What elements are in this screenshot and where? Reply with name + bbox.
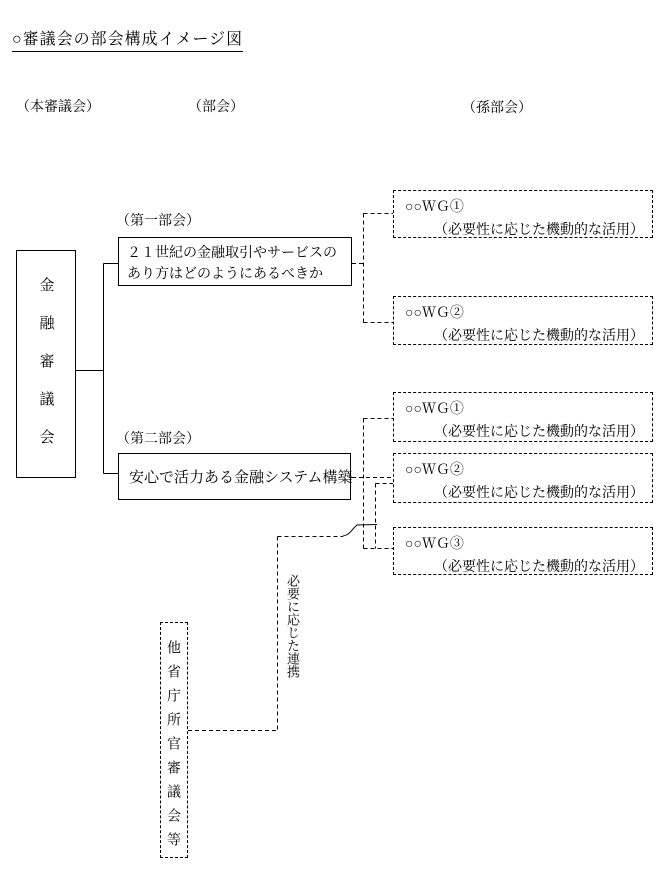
wg-note: （必要性に応じた機動的な活用） <box>434 484 644 500</box>
main-council-box <box>16 250 76 478</box>
main-council-name: 金融審議会 <box>37 277 55 467</box>
column-header-main-council: （本審議会） <box>16 98 100 114</box>
wg-name: ○○ＷＧ② <box>405 304 464 320</box>
subcommittee1-name-line2: あり方はどのようにあるべきか <box>127 265 323 281</box>
wg-name: ○○ＷＧ③ <box>405 535 464 551</box>
column-header-subcommittee: （部会） <box>188 98 244 114</box>
subcommittee1-box <box>118 237 352 286</box>
wg-box-group2-2 <box>393 453 653 503</box>
subcommittee1-label: （第一部会） <box>116 212 200 228</box>
cooperation-link-label: 必要に応じた連携 <box>285 574 300 678</box>
wg-name: ○○ＷＧ① <box>405 198 464 214</box>
subcommittee2-name: 安心で活力ある金融システム構築 <box>129 469 353 486</box>
subcommittee1-name-line1: ２１世紀の金融取引やサービスの <box>127 244 337 260</box>
subcommittee2-label: （第二部会） <box>116 430 200 446</box>
wg-box-group2-3 <box>393 527 653 575</box>
subcommittee2-box <box>118 453 351 500</box>
external-council-name: 他省庁所官審議会等 <box>166 640 182 856</box>
wg-box-group1-1 <box>393 190 653 238</box>
wg-note: （必要性に応じた機動的な活用） <box>434 423 644 439</box>
solid-connectors <box>76 264 118 474</box>
dashed-connectors-group1 <box>352 214 393 323</box>
external-council-box <box>160 622 188 858</box>
page-title: ○審議会の部会構成イメージ図 <box>12 26 243 52</box>
wg-box-group2-1 <box>393 392 653 442</box>
wg-box-group1-2 <box>393 296 653 345</box>
external-link-path <box>188 537 343 731</box>
column-header-sub-subcommittee: （孫部会） <box>462 99 532 115</box>
wg-name: ○○ＷＧ② <box>405 461 464 477</box>
line-crossing-arc <box>343 525 377 537</box>
wg-note: （必要性に応じた機動的な活用） <box>434 558 644 574</box>
wg-name: ○○ＷＧ① <box>405 400 464 416</box>
wg-note: （必要性に応じた機動的な活用） <box>434 221 644 237</box>
dashed-connectors-group2 <box>352 419 393 549</box>
wg-note: （必要性に応じた機動的な活用） <box>434 327 644 343</box>
